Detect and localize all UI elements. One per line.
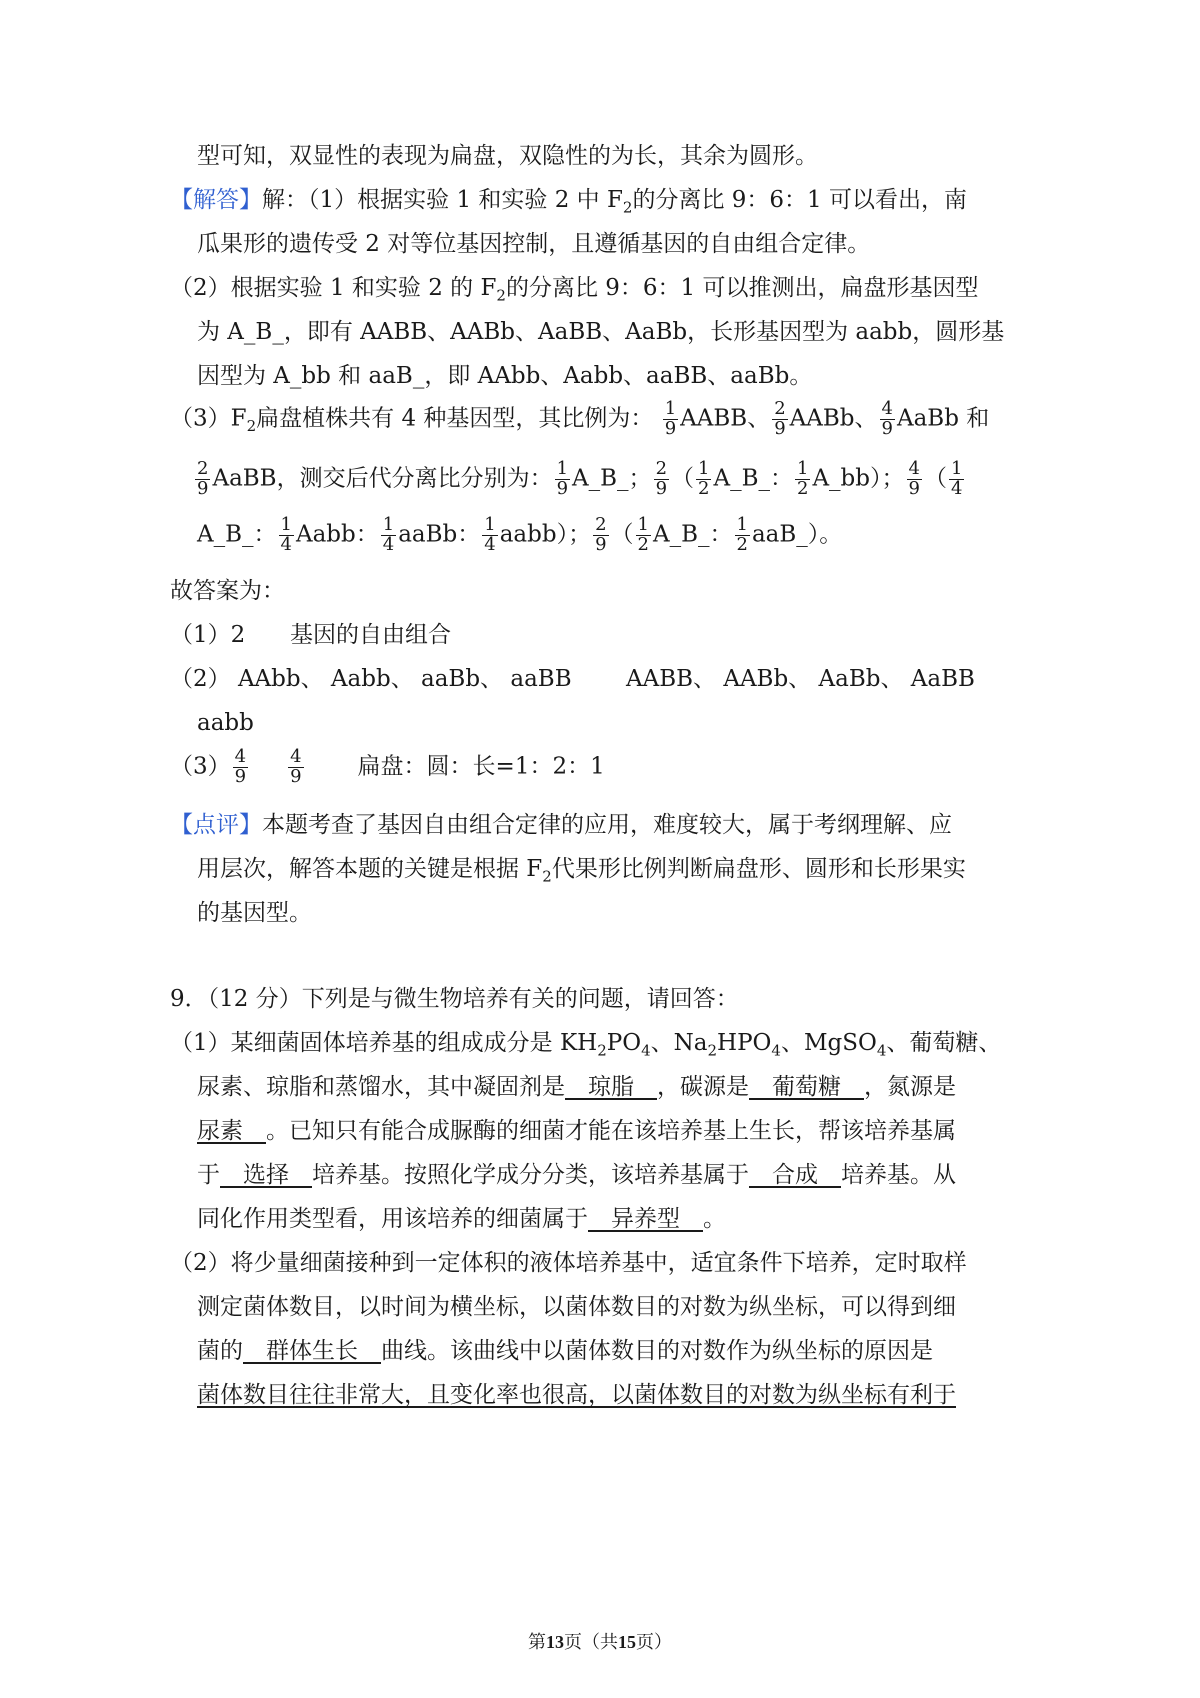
fill-blank: 葡萄糖 bbox=[772, 1074, 841, 1100]
fraction: $\frac{1}{9}$ bbox=[664, 398, 677, 439]
text-line: 因型为 A_bb 和 aaB_，即 AAbb、Aabb、aaBB、aaBb。 bbox=[197, 363, 813, 389]
answer-1: （1）2 bbox=[170, 622, 246, 648]
page-footer: 第13页（共15页） bbox=[528, 1632, 672, 1653]
fraction: $\frac{1}{4}$ bbox=[950, 458, 963, 499]
text-line: 同化作用类型看，用该培养的细菌属于 异养型 。 bbox=[197, 1206, 726, 1232]
text: （3）F bbox=[170, 405, 247, 432]
fraction: $\frac{4}{9}$ bbox=[290, 746, 302, 787]
subscript: 2 bbox=[622, 198, 633, 217]
fraction: $\frac{4}{9}$ bbox=[881, 398, 893, 439]
fill-blank: 琼脂 bbox=[588, 1074, 634, 1100]
subscript: 2 bbox=[542, 867, 552, 886]
fill-blank: 群体生长 bbox=[266, 1338, 358, 1364]
fraction: $\frac{1}{2}$ bbox=[637, 514, 649, 555]
fill-blank: 选择 bbox=[243, 1162, 289, 1188]
answer-line bbox=[170, 189, 967, 216]
text: 扁盘植株共有 4 种基因型，其比例为： bbox=[256, 405, 654, 432]
fraction: $\frac{1}{4}$ bbox=[280, 514, 292, 555]
fraction: $\frac{1}{4}$ bbox=[382, 514, 395, 555]
text: 解：（1）根据实验 1 和实验 2 中 F bbox=[262, 187, 623, 213]
text-line-fractions: $\frac{2}{9}$ AaBB，测交后代分离比分别为： $\frac{1}{9}$ A_B_； $\frac{2}{9}$ （ $\frac{1}{2}$ A_B_： $\frac{1}{2}$ A_bb）； $\frac{4}{9}$ （ $\frac{1}{4}$ bbox=[197, 458, 963, 499]
fill-blank: 合成 bbox=[772, 1162, 818, 1188]
page-number: 13 bbox=[546, 1632, 564, 1652]
text: 的分离比 9：6：1 可以看出，南 bbox=[632, 187, 967, 213]
text-line: 尿素 。已知只有能合成脲酶的细菌才能在该培养基上生长，帮该培养基属 bbox=[197, 1118, 956, 1144]
answer-2: （2） AAbb、 Aabb、 aaBb、 aaBB bbox=[170, 666, 572, 692]
fraction: $\frac{1}{9}$ bbox=[556, 458, 569, 499]
answer-1-text: 基因的自由组合 bbox=[290, 622, 451, 648]
text-line: 测定菌体数目，以时间为横坐标，以菌体数目的对数为纵坐标，可以得到细 bbox=[197, 1294, 956, 1320]
text-line: 尿素、琼脂和蒸馏水，其中凝固剂是 琼脂 ，碳源是 葡萄糖 ，氮源是 bbox=[197, 1074, 956, 1100]
text-line: 故答案为： bbox=[170, 578, 285, 604]
text-line: 菌的 群体生长 曲线。该曲线中以菌体数目的对数作为纵坐标的原因是 bbox=[197, 1338, 933, 1364]
fraction: $\frac{1}{2}$ bbox=[736, 514, 748, 555]
answer-3: （3） $\frac{4}{9}$ $\frac{4}{9}$ 扁盘：圆：长=1：2：1 bbox=[170, 746, 605, 787]
fraction: $\frac{2}{9}$ bbox=[774, 398, 786, 439]
question-9-title: 9．（12 分）下列是与微生物培养有关的问题，请回答： bbox=[170, 986, 739, 1012]
text-line: 瓜果形的遗传受 2 对等位基因控制，且遵循基因的自由组合定律。 bbox=[197, 231, 871, 257]
fraction: $\frac{2}{9}$ bbox=[655, 458, 668, 499]
fraction: $\frac{1}{2}$ bbox=[796, 458, 809, 499]
fill-blank: 异养型 bbox=[611, 1206, 680, 1232]
fill-blank-line: 菌体数目往往非常大，且变化率也很高，以菌体数目的对数为纵坐标有利于 bbox=[197, 1382, 956, 1408]
fill-blank: 尿素 bbox=[197, 1118, 243, 1144]
answer-2-cont: aabb bbox=[197, 710, 254, 736]
text-line-fractions: A_B_： $\frac{1}{4}$ Aabb： $\frac{1}{4}$ aaBb： $\frac{1}{4}$ aabb）； $\frac{2}{9}$ （ $\frac{1}{2}$ A_B_： $\frac{1}{2}$ aaB_）。 bbox=[197, 514, 843, 555]
fraction: $\frac{2}{9}$ bbox=[595, 514, 607, 555]
text-line: 为 A_B_，即有 AABB、AABb、AaBB、AaBb，长形基因型为 aabb，圆形基 bbox=[197, 319, 1005, 345]
subscript: 2 bbox=[246, 416, 257, 435]
answer-2-right: AABB、 AABb、 AaBb、 AaBB bbox=[626, 666, 975, 692]
fraction: $\frac{2}{9}$ bbox=[197, 458, 209, 499]
answer-tag: 【解答】 bbox=[170, 187, 262, 213]
fraction: $\frac{1}{4}$ bbox=[484, 514, 496, 555]
text-line: 型可知，双显性的表现为扁盘，双隐性的为长，其余为圆形。 bbox=[197, 143, 818, 169]
text-line: 的基因型。 bbox=[197, 900, 312, 926]
text-line: （2）将少量细菌接种到一定体积的液体培养基中，适宜条件下培养，定时取样 bbox=[170, 1250, 967, 1276]
text-line-fractions: $(3)F_2$扁盘植株共有 4 种基因型，其比例为： $\frac{1}{9}$ AABB、 $\frac{2}{9}$ AABb、 $\frac{4}{9}$ AaBb 和 bbox=[170, 398, 990, 439]
comment-line: 【点评】本题考查了基因自由组合定律的应用，难度较大，属于考纲理解、应 bbox=[170, 812, 952, 838]
text-line: （1）某细菌固体培养基的组成成分是 $KH_2PO_4$、$Na_2HPO_4$、MgSO$_4$、葡萄糖、 bbox=[170, 1030, 1002, 1060]
text: （2）根据实验 1 和实验 2 的 F bbox=[170, 275, 497, 301]
comment-tag: 【点评】 bbox=[170, 812, 262, 838]
text: 的分离比 9：6：1 可以推测出，扁盘形基因型 bbox=[505, 275, 979, 301]
fraction: $\frac{4}{9}$ bbox=[908, 458, 920, 499]
fraction: $\frac{1}{2}$ bbox=[698, 458, 710, 499]
subscript: 2 bbox=[496, 286, 506, 305]
page-total: 15 bbox=[618, 1632, 636, 1652]
text-line: 用层次，解答本题的关键是根据 $F_2$代果形比例判断扁盘形、圆形和长形果实 bbox=[197, 856, 966, 886]
text-line bbox=[170, 277, 979, 304]
text-line: 于 选择 培养基。按照化学成分分类，该培养基属于 合成 培养基。从 bbox=[197, 1162, 956, 1188]
fraction: $\frac{4}{9}$ bbox=[234, 746, 247, 787]
